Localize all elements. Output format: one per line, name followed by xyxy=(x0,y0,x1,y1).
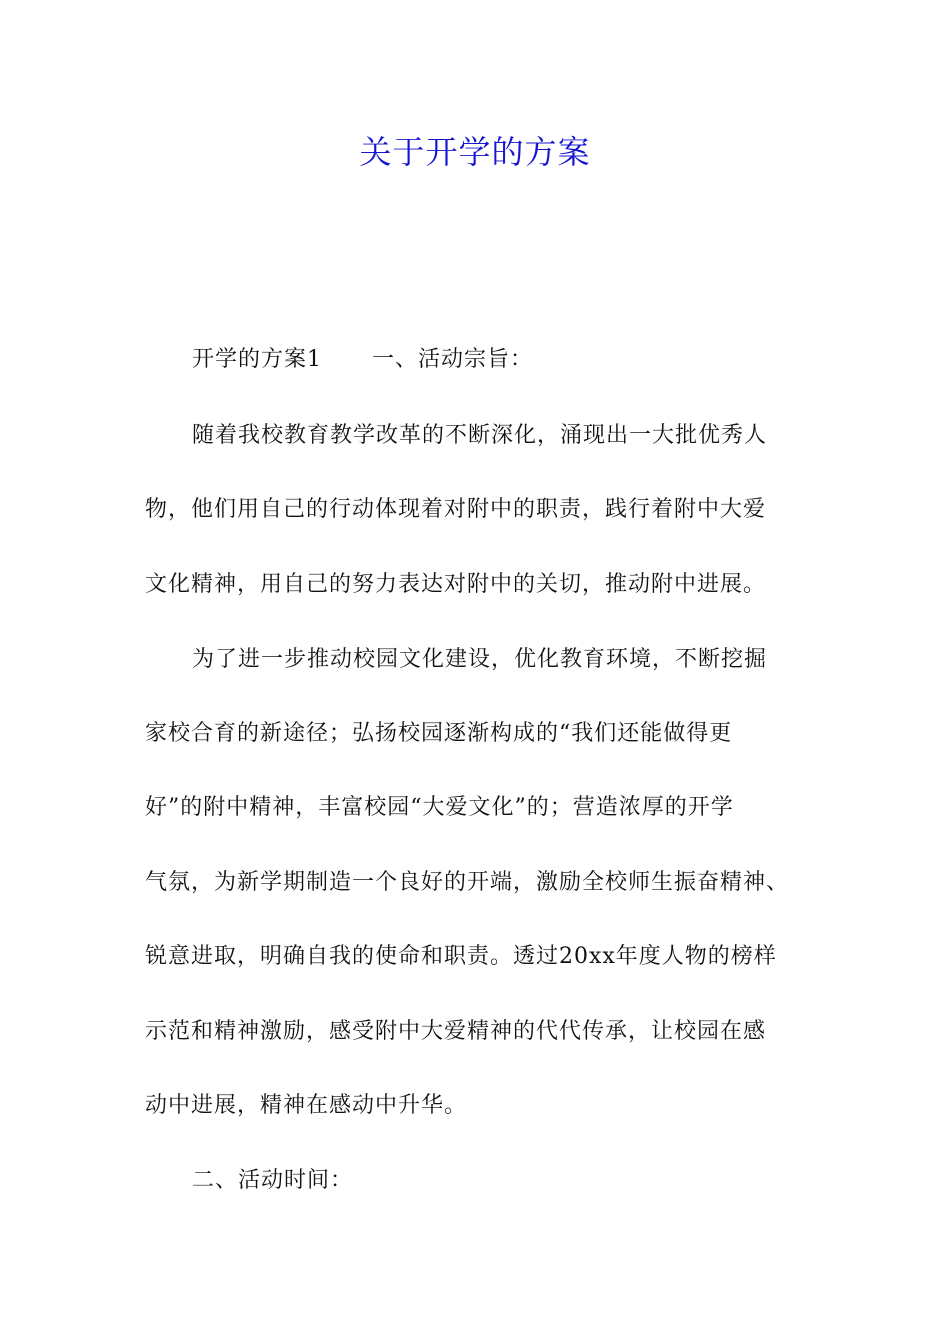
paragraph-line: 家校合育的新途径；弘扬校园逐渐构成的“我们还能做得更 xyxy=(145,721,733,746)
heading-time: 二、活动时间： xyxy=(192,1168,354,1193)
paragraph-line: 随着我校教育教学改革的不断深化，涌现出一大批优秀人 xyxy=(192,423,768,448)
paragraph-line: 文化精神，用自己的努力表达对附中的关切，推动附中进展。 xyxy=(145,572,767,597)
paragraph-line: 动中进展，精神在感动中升华。 xyxy=(145,1093,468,1118)
paragraph-line: 物，他们用自己的行动体现着对附中的职责，践行着附中大爱 xyxy=(145,497,767,522)
paragraph-line: 好”的附中精神，丰富校园“大爱文化”的；营造浓厚的开学 xyxy=(145,795,734,820)
section-heading-line xyxy=(192,343,872,377)
paragraph-line: 为了进一步推动校园文化建设，优化教育环境，不断挖掘 xyxy=(192,647,768,672)
heading-purpose: 一、活动宗旨： xyxy=(372,347,534,372)
paragraph-line: 锐意进取，明确自我的使命和职责。透过20xx年度人物的榜样 xyxy=(145,944,777,969)
paragraph-line: 示范和精神激励，感受附中大爱精神的代代传承，让校园在感 xyxy=(145,1019,767,1044)
section-label: 开学的方案1 xyxy=(192,347,322,372)
document-title: 关于开学的方案 xyxy=(359,133,591,171)
paragraph-line: 气氛，为新学期制造一个良好的开端，激励全校师生振奋精神、 xyxy=(145,870,790,895)
